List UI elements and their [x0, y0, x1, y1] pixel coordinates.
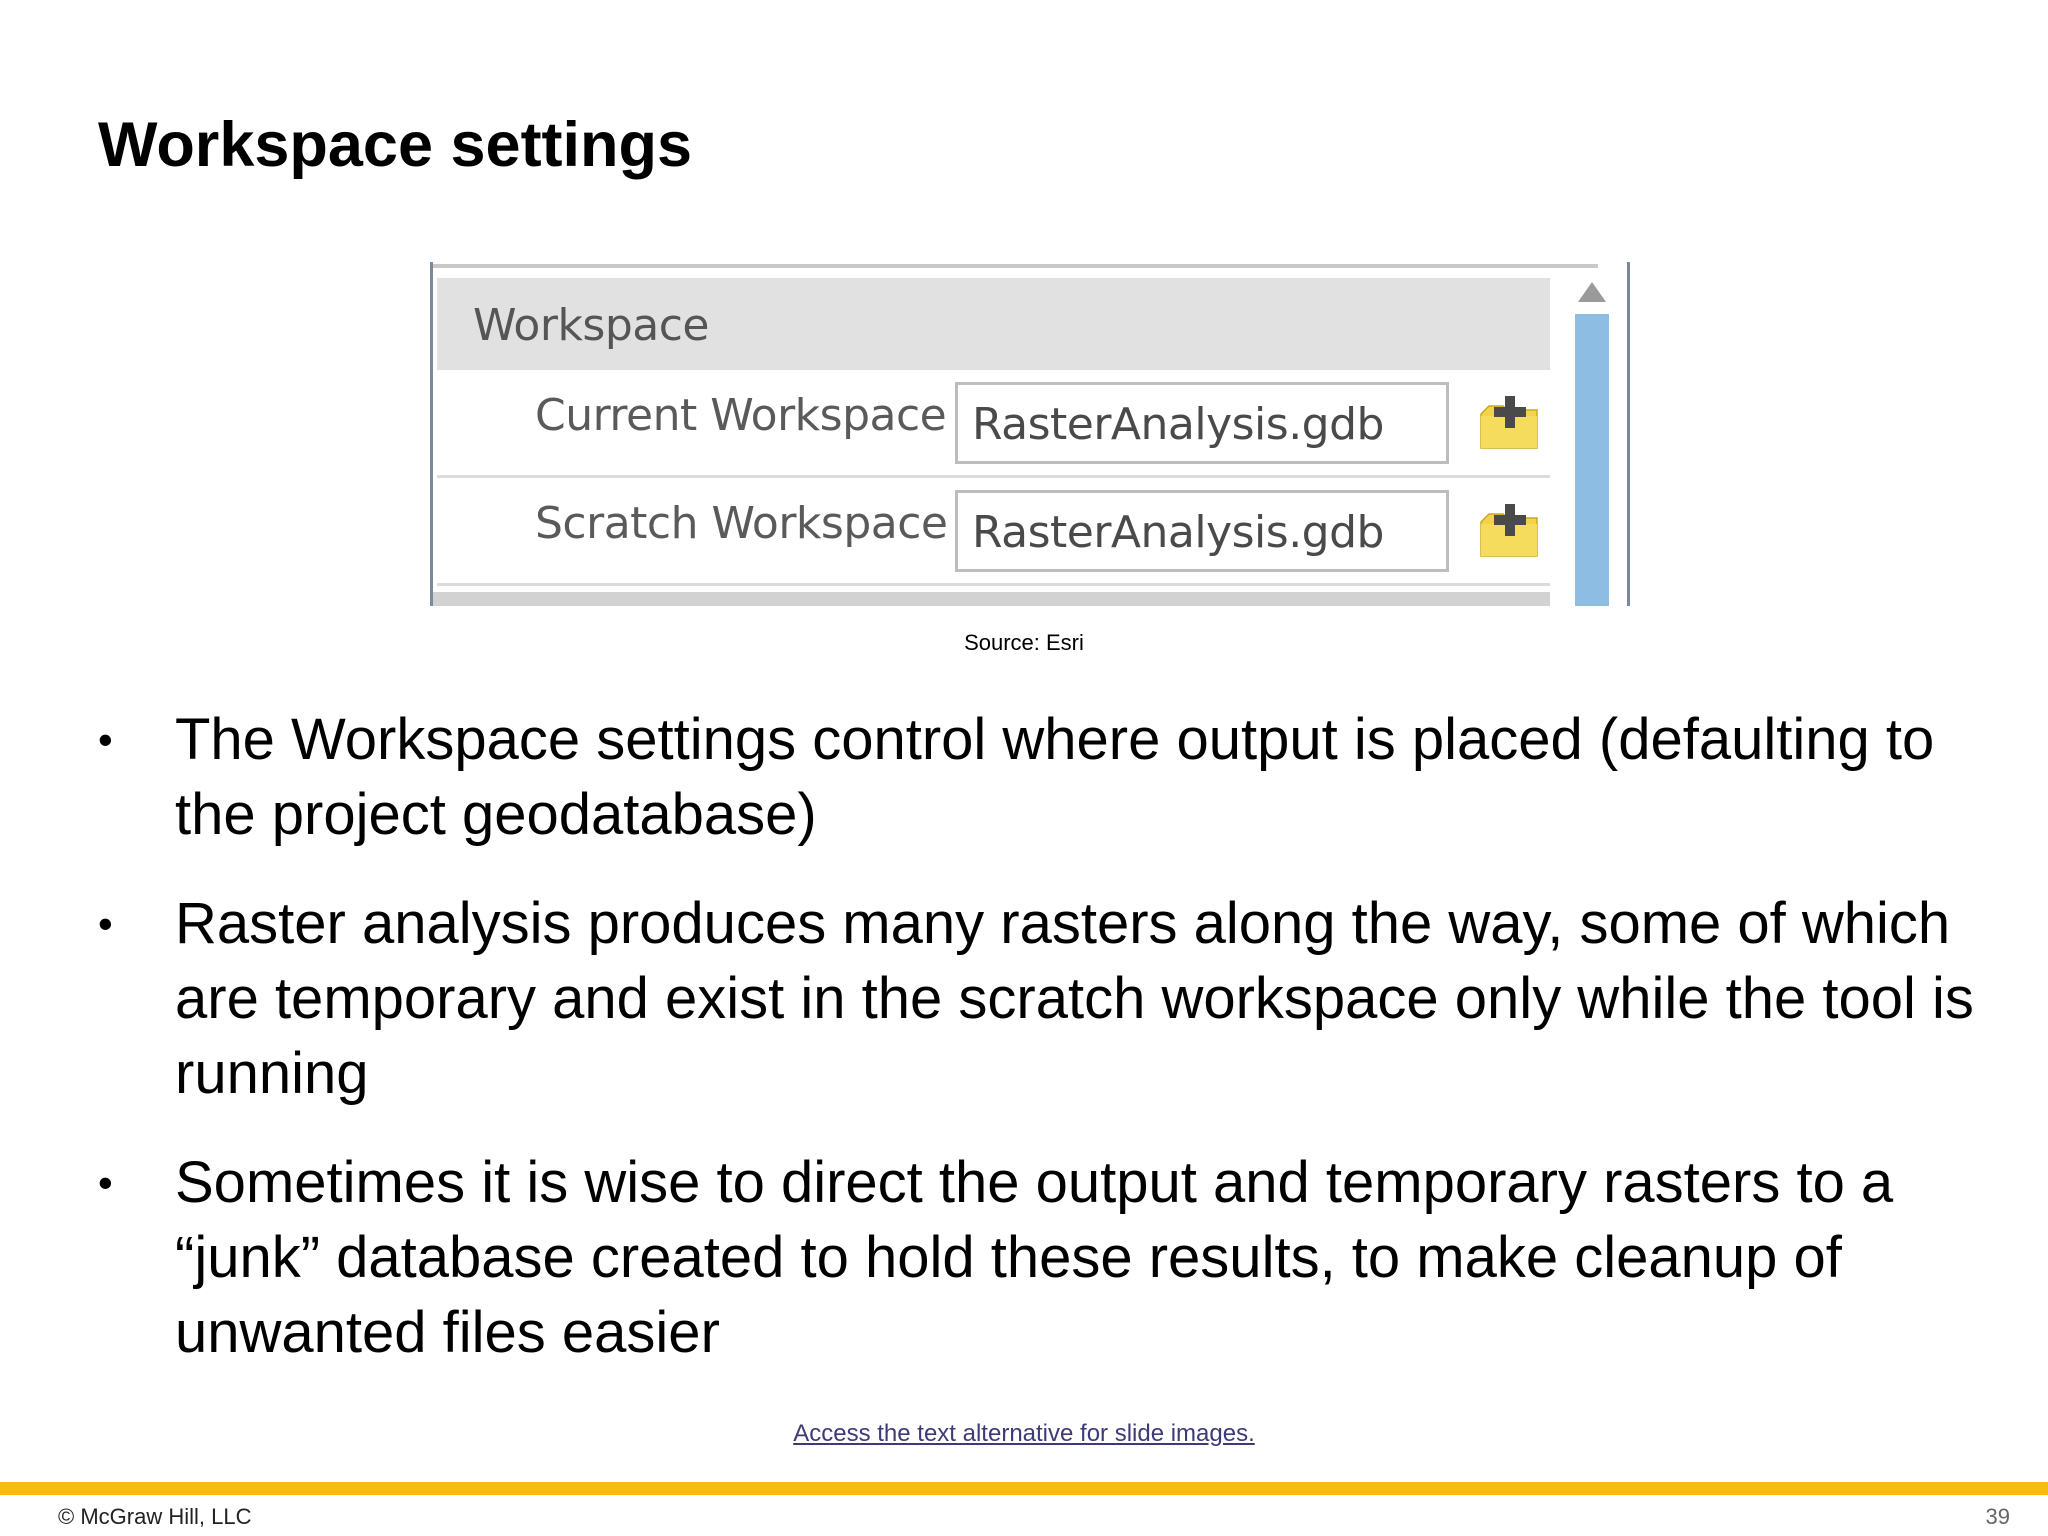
- scroll-up-arrow-icon[interactable]: [1575, 278, 1609, 306]
- footer-copyright: © McGraw Hill, LLC: [58, 1504, 252, 1529]
- bullet-item: [98, 886, 1978, 1111]
- scratch-workspace-label: Scratch Workspace: [535, 498, 948, 549]
- slide-title: Workspace settings: [98, 110, 693, 180]
- bullet-text: The Workspace settings control where output is placed (defaulting to the project geodatabase): [175, 707, 1935, 847]
- page-number: 39: [1985, 1504, 2010, 1529]
- panel-top-border: [433, 264, 1598, 268]
- vertical-scrollbar[interactable]: [1569, 276, 1615, 606]
- bullet-glyph: •: [98, 1159, 113, 1206]
- esri-workspace-screenshot: [430, 262, 1630, 606]
- footer-accent-bar: [0, 1482, 2048, 1495]
- bullet-glyph: •: [98, 716, 113, 763]
- bullet-text: Raster analysis produces many rasters along the way, some of which are temporary and exist in the scratch workspace only while the tool is running: [175, 891, 1974, 1106]
- scratch-workspace-field[interactable]: RasterAnalysis.gdb: [955, 490, 1449, 572]
- panel-bottom-border: [433, 592, 1550, 606]
- image-source-caption: Source: Esri: [964, 630, 1084, 655]
- bullet-glyph: •: [98, 900, 113, 947]
- folder-add-icon[interactable]: [1479, 394, 1541, 450]
- workspace-section-label: Workspace: [473, 300, 709, 351]
- current-workspace-label: Current Workspace: [535, 390, 947, 441]
- workspace-section-header: [437, 278, 1550, 370]
- bullet-item: [98, 1145, 1978, 1370]
- current-workspace-row: [437, 370, 1550, 478]
- scrollbar-thumb[interactable]: [1575, 314, 1609, 606]
- bullet-item: [98, 702, 1978, 852]
- bullet-text: Sometimes it is wise to direct the output and temporary rasters to a “junk” database created to hold these results, to make cleanup of unwanted files easier: [175, 1150, 1894, 1365]
- folder-add-icon[interactable]: [1479, 502, 1541, 558]
- bullet-list: [98, 702, 1978, 1404]
- scratch-workspace-row: [437, 478, 1550, 586]
- current-workspace-field[interactable]: RasterAnalysis.gdb: [955, 382, 1449, 464]
- text-alternative-link[interactable]: Access the text alternative for slide images.: [793, 1420, 1255, 1447]
